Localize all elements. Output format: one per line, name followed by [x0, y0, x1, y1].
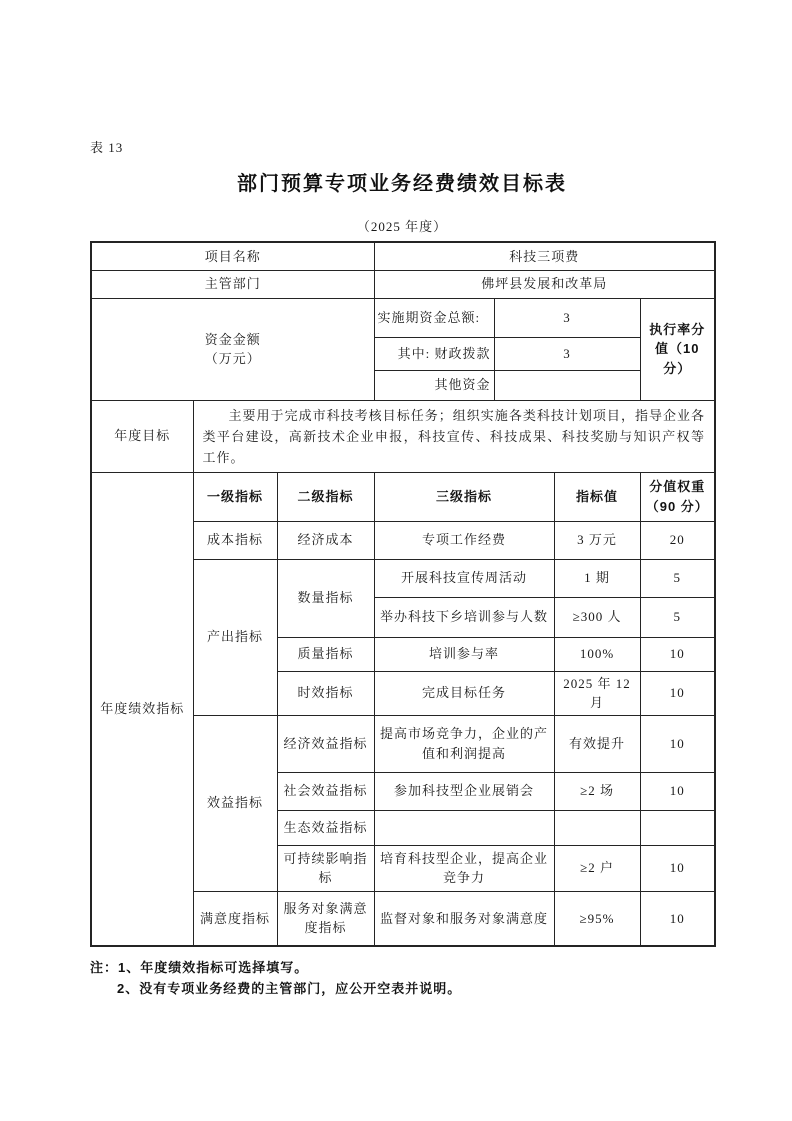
funding-fiscal-value: 3	[494, 337, 640, 370]
level3-cell: 培训参与率	[374, 637, 554, 671]
level2-ecological-benefit: 生态效益指标	[277, 810, 374, 845]
level2-timeliness: 时效指标	[277, 671, 374, 715]
annual-goal-text: 主要用于完成市科技考核目标任务；组织实施各类科技计划项目，指导企业各类平台建设，高新技术企业申报，科技宣传、科技成果、科技奖励与知识产权等工作。	[193, 400, 715, 472]
level1-cost: 成本指标	[193, 521, 277, 559]
table-number-tag: 表 13	[90, 140, 124, 155]
execution-rate-score-label: 执行率分 值（10 分）	[640, 298, 715, 400]
level2-social-benefit: 社会效益指标	[277, 772, 374, 810]
indicator-value-cell: 有效提升	[554, 715, 640, 772]
indicator-value-cell: ≥2 场	[554, 772, 640, 810]
department-label: 主管部门	[91, 270, 374, 298]
level2-sustainable-impact: 可持续影响指 标	[277, 845, 374, 891]
indicator-value-cell	[554, 810, 640, 845]
level2-economic-benefit: 经济效益指标	[277, 715, 374, 772]
project-name-label: 项目名称	[91, 242, 374, 270]
level3-cell: 举办科技下乡培训参与人数	[374, 597, 554, 637]
funding-fiscal-label: 其中: 财政拨款	[374, 337, 494, 370]
table-row	[91, 400, 715, 472]
annual-goal-label: 年度目标	[91, 400, 193, 472]
score-weight-cell: 5	[640, 559, 715, 597]
level3-cell: 专项工作经费	[374, 521, 554, 559]
funding-other-value	[494, 370, 640, 400]
indicator-value-cell: ≥300 人	[554, 597, 640, 637]
table-row	[91, 472, 715, 521]
level3-cell: 培育科技型企业，提高企业 竞争力	[374, 845, 554, 891]
score-weight-cell: 10	[640, 637, 715, 671]
funding-amount-label: 资金金额 （万元）	[91, 298, 374, 400]
level3-cell: 提高市场竞争力，企业的产 值和利润提高	[374, 715, 554, 772]
score-weight-cell: 10	[640, 891, 715, 946]
annual-performance-section-label: 年度绩效指标	[91, 472, 193, 946]
level1-output: 产出指标	[193, 559, 277, 715]
score-weight-cell: 20	[640, 521, 715, 559]
header-level2: 二级指标	[277, 472, 374, 521]
performance-target-table	[90, 241, 716, 947]
indicator-value-cell: 1 期	[554, 559, 640, 597]
level2-economic-cost: 经济成本	[277, 521, 374, 559]
table-row	[91, 270, 715, 298]
level3-cell: 参加科技型企业展销会	[374, 772, 554, 810]
footnote-2: 2、没有专项业务经费的主管部门，应公开空表并说明。	[117, 981, 462, 996]
page-subtitle: （2025 年度）	[356, 219, 448, 234]
level1-benefit: 效益指标	[193, 715, 277, 891]
funding-total-label: 实施期资金总额:	[374, 298, 494, 337]
score-weight-cell: 10	[640, 715, 715, 772]
footnotes	[90, 957, 730, 999]
header-score-weight: 分值权重 （90 分）	[640, 472, 715, 521]
table-row	[91, 242, 715, 270]
indicator-value-cell: 100%	[554, 637, 640, 671]
funding-other-label: 其他资金	[374, 370, 494, 400]
level2-quality: 质量指标	[277, 637, 374, 671]
indicator-value-cell: ≥95%	[554, 891, 640, 946]
header-level1: 一级指标	[193, 472, 277, 521]
level2-quantity: 数量指标	[277, 559, 374, 637]
indicator-value-cell: 3 万元	[554, 521, 640, 559]
department-value: 佛坪县发展和改革局	[374, 270, 715, 298]
table-row	[91, 298, 715, 337]
score-weight-cell: 10	[640, 671, 715, 715]
score-weight-cell: 10	[640, 845, 715, 891]
level3-cell: 完成目标任务	[374, 671, 554, 715]
level3-cell	[374, 810, 554, 845]
indicator-value-cell: 2025 年 12 月	[554, 671, 640, 715]
score-weight-cell: 10	[640, 772, 715, 810]
score-weight-cell	[640, 810, 715, 845]
page-title: 部门预算专项业务经费绩效目标表	[237, 173, 567, 195]
header-level3: 三级指标	[374, 472, 554, 521]
funding-total-value: 3	[494, 298, 640, 337]
level3-cell: 监督对象和服务对象满意度	[374, 891, 554, 946]
footnote-1: 注：1、年度绩效指标可选择填写。	[90, 960, 309, 975]
score-weight-cell: 5	[640, 597, 715, 637]
indicator-value-cell: ≥2 户	[554, 845, 640, 891]
project-name-value: 科技三项费	[374, 242, 715, 270]
level3-cell: 开展科技宣传周活动	[374, 559, 554, 597]
level2-service-satisfaction: 服务对象满意 度指标	[277, 891, 374, 946]
level1-satisfaction: 满意度指标	[193, 891, 277, 946]
header-indicator-value: 指标值	[554, 472, 640, 521]
